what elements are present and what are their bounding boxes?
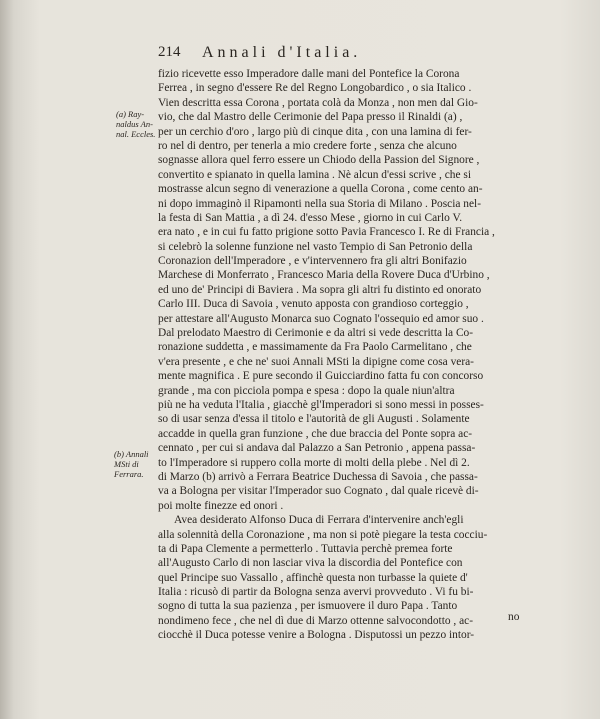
text-line: ed uno de' Principi di Baviera . Ma sopra gli altri fu distinto ed onorato (158, 283, 482, 296)
text-line: mostrasse alcun segno di venerazione a quella Corona , come cento an- (158, 183, 483, 196)
text-line: accadde in quella gran funzione , che due braccia del Ponte sopra ac- (158, 427, 473, 440)
side-note-line: MSti di (114, 459, 139, 469)
side-note-line: naldus An- (116, 119, 153, 129)
text-line: Avea desiderato Alfonso Duca di Ferrara d'intervenire anch'egli (174, 514, 464, 527)
text-line: ni dopo immaginò il Ripamonti nella sua Storia di Milano . Poscia nel- (158, 197, 482, 210)
text-line: Italia : ricusò di partir da Bologna senza avervi provveduto . Vi fu bi- (158, 586, 474, 599)
side-note-line: (a) Ray- (116, 109, 145, 119)
text-line: fizio ricevette esso Imperadore dalle mani del Pontefice la Corona (158, 68, 460, 80)
text-line: so di usar senza d'essa il titolo e l'autorità de gli Augusti . Solamente (158, 413, 470, 426)
text-line: Marchese di Monferrato , Francesco Maria della Rovere Duca d'Urbino , (158, 269, 490, 282)
text-line: alla solennità della Coronazione , ma non si potè piegare la testa cocciu- (158, 528, 488, 541)
text-line: sognasse allora quel ferro essere un Chiodo della Passion del Signore , (158, 154, 480, 167)
running-title: Annali d'Italia. (202, 44, 362, 61)
text-line: ta di Papa Clemente a permetterlo . Tuttavia perchè premea forte (158, 542, 453, 555)
text-line: to l'Imperadore si ruppero colla morte di molti della plebe . Nel dì 2. (158, 456, 470, 469)
text-line: Ferrea , in segno d'essere Re del Regno Longobardico , o sia Italico . (158, 82, 472, 95)
text-line: si celebrò la solenne funzione nel vasto Tempio di San Petronio della (158, 240, 473, 253)
text-line: ro nel di dentro, per tenerla a mio credere forte , senza che alcuno (158, 139, 457, 152)
text-line: ciocchè il Duca potesse venire a Bologna . Disputossi un pezzo intor- (158, 629, 475, 642)
text-line: di Marzo (b) arrivò a Ferrara Beatrice Duchessa di Savoia , che passa- (158, 470, 478, 483)
side-note-line: Ferrara. (114, 469, 144, 479)
text-line: ronazione suddetta , e massimamente da Fra Paolo Carmelitano , che (158, 341, 472, 354)
text-line: quel Principe suo Vassallo , affinchè questa non turbasse la quiete d' (158, 571, 468, 584)
text-line: per attestare all'Augusto Monarca suo Cognato l'ossequio ed amor suo . (158, 312, 484, 325)
text-line: la festa di San Mattia , a dì 24. d'esso Mese , giorno in cui Carlo V. (158, 211, 463, 224)
text-line: nondimeno fece , che nel dì due di Marzo ottenne salvocondotto , ac- (158, 614, 474, 627)
text-line: grande , ma con picciola pompa e spesa : dopo la quale niun'altra (158, 384, 455, 397)
catchword: no (508, 611, 520, 623)
text-line: poi molte finezze ed onori . (158, 499, 284, 512)
text-line: cennato , per cui si andava dal Palazzo a San Petronio , appena passa- (158, 442, 476, 455)
text-line: Coronazion dell'Imperadore , e v'intervennero fra gli altri Bonifazio (158, 255, 467, 268)
text-line: Vien descritta essa Corona , portata colà da Monza , non men dal Gio- (158, 96, 478, 109)
text-line: vio, che dal Mastro delle Cerimonie del Papa presso il Rinaldi (a) , (158, 111, 463, 124)
side-note-b (114, 449, 149, 479)
text-line: Carlo III. Duca di Savoia , venuto apposta con grandioso corteggio , (158, 298, 469, 311)
text-line: va a Bologna per visitar l'Imperador suo Cognato , dal quale ricevè di- (158, 485, 479, 498)
text-line: v'era presente , e che ne' suoi Annali MSti la dipigne come cosa vera- (158, 355, 474, 368)
text-line: più ne ha veduta l'Italia , giacchè gl'Imperadori si sono messi in posses- (158, 398, 484, 411)
body-text (158, 67, 498, 643)
text-line: sogno di tutta la sua pazienza , per ismuovere il duro Papa . Tanto (158, 600, 458, 613)
text-line: convertito e spianato in quella lamina . Nè alcun d'essi scrive , che si (158, 168, 471, 181)
text-line: all'Augusto Carlo di non lasciar viva la discordia del Pontefice con (158, 557, 463, 570)
page-header (158, 44, 498, 64)
side-note-line: (b) Annali (114, 449, 149, 459)
text-line: Dal prelodato Maestro di Cerimonie e da altri si vede descritta la Co- (158, 327, 474, 340)
text-line: mente magnifica . E pure secondo il Guicciardino fatta fu con concorso (158, 370, 484, 383)
text-line: per un cerchio d'oro , largo più di cinque dita , con una lamina di fer- (158, 125, 472, 138)
side-note-a (116, 109, 155, 139)
side-note-line: nal. Eccles. (116, 129, 156, 139)
page-number: 214 (158, 44, 181, 60)
text-line: era nato , e in cui fu fatto prigione sotto Pavia Francesco I. Re di Francia , (158, 226, 495, 239)
